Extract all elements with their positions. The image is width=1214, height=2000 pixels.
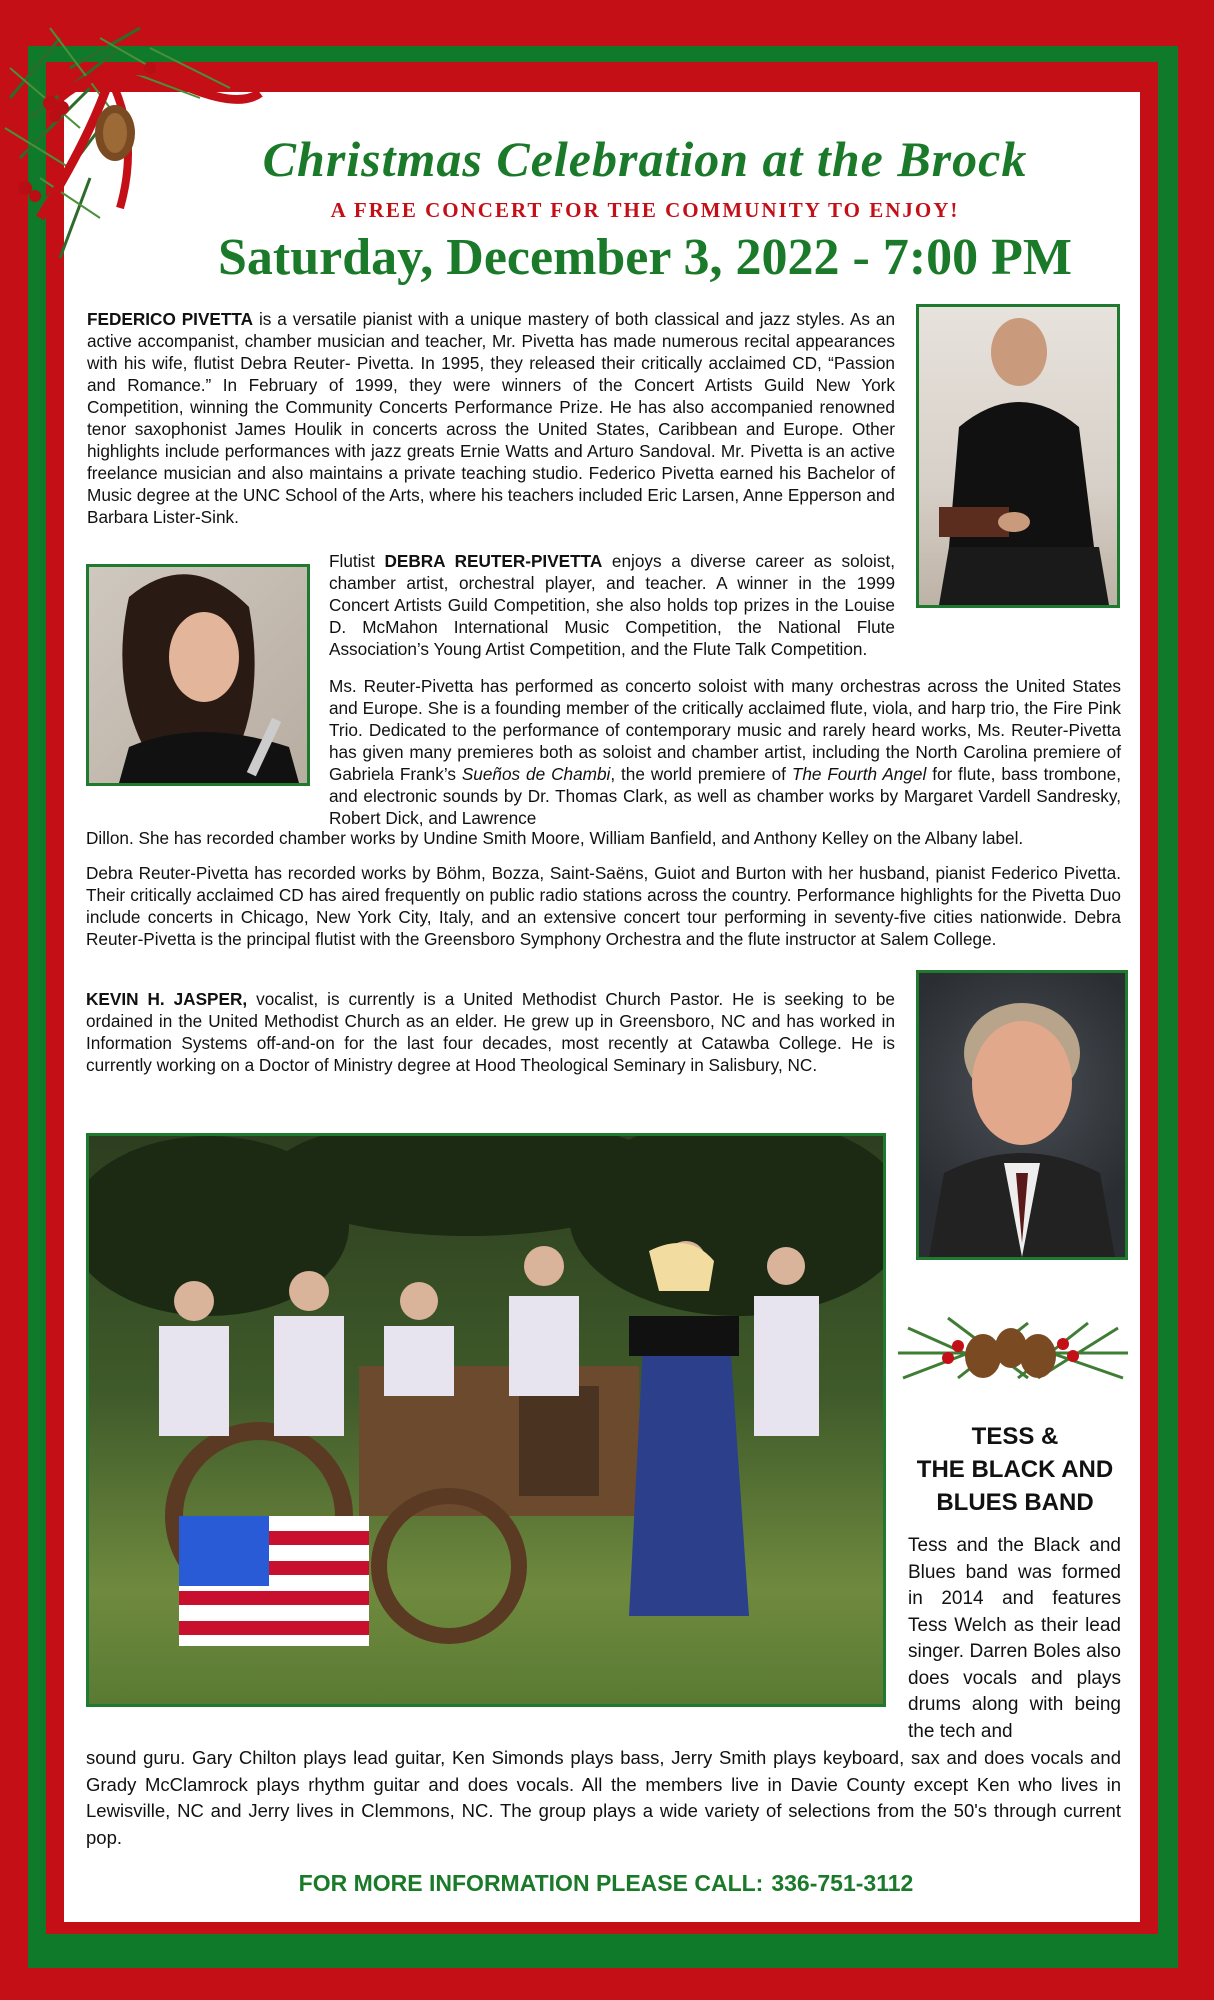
band-bio-side: Tess and the Black and Blues band was formed in 2014 and features Tess Welch as their lead singer. Darren Boles also does vocals and plays drums along with being the tech and xyxy=(908,1535,1121,1742)
contact-info xyxy=(64,1870,1140,1897)
pivetta-name: FEDERICO PIVETTA xyxy=(87,309,254,329)
contact-label: FOR MORE INFORMATION PLEASE CALL: xyxy=(298,1870,764,1896)
event-date: Saturday, December 3, 2022 - 7:00 PM xyxy=(217,229,1072,286)
pine-cone-garland-icon xyxy=(888,1298,1138,1408)
debra-bio-recordings: Dillon. She has recorded chamber works by Undine Smith Moore, William Banfield, and Anthony Kelley on the Albany label. xyxy=(86,828,1024,848)
debra-photo xyxy=(86,564,310,786)
jasper-photo xyxy=(916,970,1128,1260)
pivetta-photo xyxy=(916,304,1120,608)
jasper-name: KEVIN H. JASPER, xyxy=(86,989,248,1009)
debra-bio-intro: Flutist DEBRA REUTER-PIVETTA enjoys a diverse career as soloist, chamber artist, orchestral player, and teacher. A winner in the 1999 Concert Artists Guild Competition, she also holds top prizes in the Louise D. McMahon International Music Competition, the National Flute Association’s Young Artist Competition, and the Flute Talk Competition. xyxy=(329,551,896,659)
debra-bio-duo: Debra Reuter-Pivetta has recorded works by Böhm, Bozza, Saint-Saëns, Guiot and Burton with her husband, pianist Federico Pivetta. Their critically acclaimed CD has aired frequently on public radio stations across the country. Performance highlights for the Pivetta Duo include concerts in Chicago, New York City, Italy, and an extensive concert tour performing in seventy-five cities nationwide. Debra Reuter-Pivetta is the principal flutist with the Greensboro Symphony Orchestra and the flute instructor at Salem College. xyxy=(86,863,1121,949)
contact-phone: 336-751-3112 xyxy=(771,1870,914,1896)
band-title: TESS & THE BLACK AND BLUES BAND xyxy=(916,1423,1114,1516)
band-photo xyxy=(86,1133,886,1707)
pivetta-bio: FEDERICO PIVETTA is a versatile pianist with a unique mastery of both classical and jazz styles. As an active accompanist, chamber musician and teacher, Mr. Pivetta has made numerous recital appearances with his wife, flutist Debra Reuter- Pivetta. In 1995, they released their critically acclaimed CD, “Passion and Romance.” In February of 1999, they were winners of the Concert Artists Guild New York Competition, winning the Community Concerts Performance Prize. He has also accompanied renowned tenor saxophonist James Houlik in concerts across the United States, Caribbean and Europe. Other highlights include performances with jazz greats Ernie Watts and Arturo Sandoval. Mr. Pivetta is an active freelance musician and also maintains a private teaching studio. Federico Pivetta earned his Bachelor of Music degree at the UNC School of the Arts, where his teachers included Eric Larsen, Anne Epperson and Barbara Lister-Sink. xyxy=(87,309,896,527)
subtitle: A FREE CONCERT FOR THE COMMUNITY TO ENJOY! xyxy=(330,198,960,222)
page-title: Christmas Celebration at the Brock xyxy=(262,131,1028,187)
debra-bio-career: Ms. Reuter-Pivetta has performed as concerto soloist with many orchestras across the United States and Europe. She is a founding member of the critically acclaimed flute, viola, and harp trio, the Fire Pink Trio. Dedicated to the performance of contemporary music and rarely heard works, Ms. Reuter-Pivetta has given many premieres both as soloist and chamber artist, including the North Carolina premiere of Gabriela Frank’s Sueños de Chambi, the world premiere of The Fourth Angel for flute, bass trombone, and electronic sounds by Dr. Thomas Clark, as well as chamber works by Margaret Vardell Sandresky, Robert Dick, and Lawrence xyxy=(329,676,1121,828)
debra-name: DEBRA REUTER-PIVETTA xyxy=(384,551,603,571)
band-bio: sound guru. Gary Chilton plays lead guitar, Ken Simonds plays bass, Jerry Smith plays keyboard, sax and does vocals and Grady McClamrock plays rhythm guitar and does vocals. All the members live in Davie County except Ken who lives in Lewisville, NC and Jerry lives in Clemmons, NC. The group plays a wide variety of selections from the 50's through current pop. xyxy=(86,1747,1121,1848)
jasper-bio: KEVIN H. JASPER, vocalist, is currently is a United Methodist Church Pastor. He is seeking to be ordained in the United Methodist Church as an elder. He grew up in Greensboro, NC and has worked in Information Systems off-and-on for the last four decades, most recently at Catawba College. He is currently working on a Doctor of Ministry degree at Hood Theological Seminary in Salisbury, NC. xyxy=(86,989,895,1075)
